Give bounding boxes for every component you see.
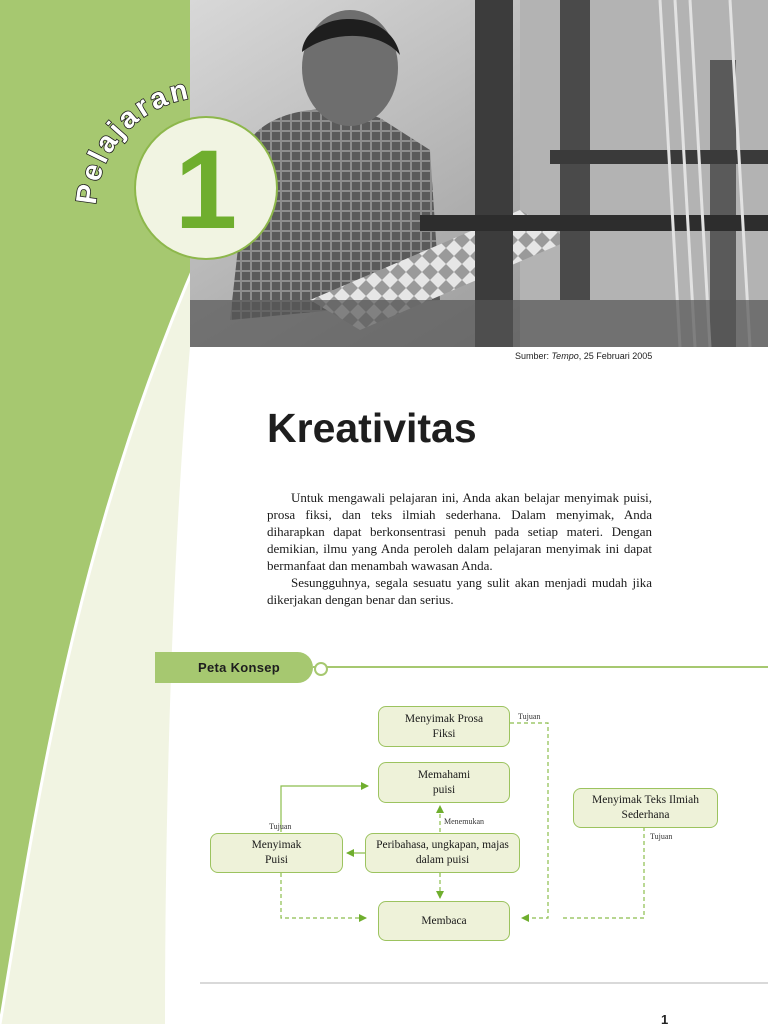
- photo-source-caption: [515, 351, 652, 361]
- node-menyimak-puisi: [210, 833, 343, 873]
- footer-rule: [200, 982, 768, 984]
- loom-beam: [420, 215, 768, 231]
- node-label: Memahami puisi: [417, 768, 471, 796]
- label-menemukan: Menemukan: [444, 817, 484, 826]
- label-tujuan: Tujuan: [650, 832, 673, 841]
- source-date: , 25 Februari 2005: [578, 351, 653, 361]
- concept-map-tab: [155, 652, 313, 683]
- label-tujuan: Tujuan: [269, 822, 292, 831]
- chapter-title: Kreativitas: [267, 405, 477, 451]
- label-tujuan: Tujuan: [518, 712, 541, 721]
- node-label: Peribahasa, ungkapan, majas dalam puisi: [376, 839, 509, 866]
- node-label: Menyimak Prosa Fiksi: [404, 712, 484, 740]
- node-memahami-puisi: [378, 762, 510, 803]
- concept-map-rule: [313, 666, 768, 668]
- node-label: Membaca: [421, 914, 467, 927]
- lesson-number-badge: [136, 118, 276, 258]
- node-peribahasa: [365, 833, 520, 873]
- node-menyimak-teks-ilmiah: [573, 788, 718, 828]
- loom-beam: [550, 150, 768, 164]
- intro-paragraph: Sesungguhnya, segala sesuatu yang sulit akan menjadi mudah jika dikerjakan dengan benar dan serius.: [267, 575, 652, 607]
- node-menyimak-prosa-fiksi: [378, 706, 510, 747]
- node-label: Menyimak Puisi: [251, 839, 302, 866]
- source-prefix: Sumber:: [515, 351, 552, 361]
- concept-map-rule-dot: [314, 662, 328, 676]
- photo-dark-floor: [190, 300, 768, 347]
- intro-paragraph: Untuk mengawali pelajaran ini, Anda akan belajar menyimak puisi, prosa fiksi, dan teks ilmiah sederhana. Dalam menyimak, Anda diharapkan dapat berkonsentrasi penuh pada setiap materi. Dengan demikian, ilmu yang Anda peroleh dalam pelajaran menyimak ini dapat bermanfaat dan menambah wawasan Anda.: [267, 490, 652, 573]
- node-membaca: [378, 901, 510, 941]
- source-name: Tempo: [551, 351, 579, 361]
- concept-map-heading: Peta Konsep: [198, 660, 281, 675]
- page-number: 1: [661, 1012, 669, 1027]
- node-label: Menyimak Teks Ilmiah Sederhana: [592, 794, 699, 821]
- intro-text: [267, 489, 652, 608]
- loom-post: [475, 0, 513, 347]
- lesson-word: Pelajaran: [70, 73, 194, 206]
- lesson-number: 1: [174, 127, 238, 252]
